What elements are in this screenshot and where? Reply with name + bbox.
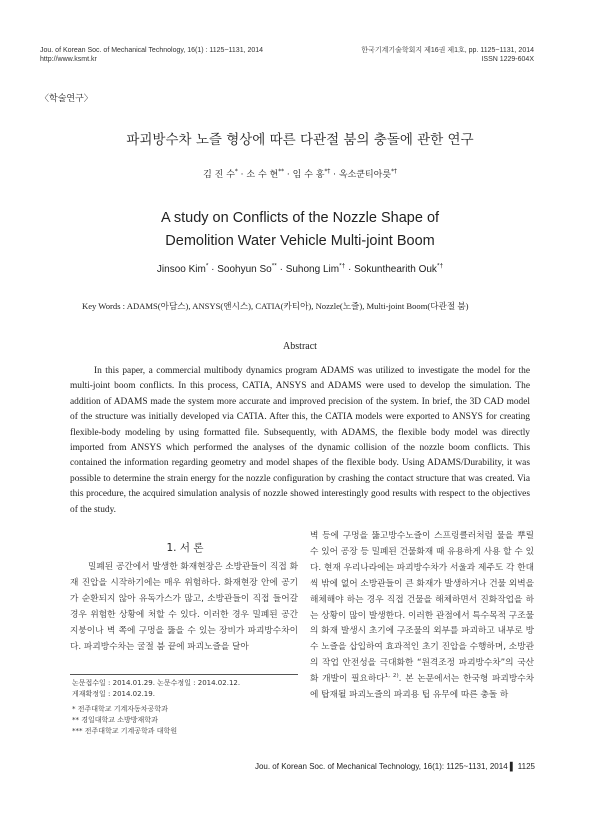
authors-korean xyxy=(0,167,600,180)
author-separator: · xyxy=(237,170,247,180)
journal-header-left xyxy=(40,46,263,64)
abstract-body: In this paper, a commercial multibody dynamics program ADAMS was utilized to investigate the model for the multi-joint boom conflicts. In this process, CATIA, ANSYS and ADAMS were used to develop the simulation. The addition of ADAMS made the system more accurate and improved precision of the system. In brief, the 3D CAD model of the structure was initially developed via CATIA. After this, the CATIA models were exported to ANSYS for creating flexible-body modeling by using formatted file. Subsequently, with ADAMS, the flexible body model was directly imported from ANSYS which performed the analyses of the dynamic collision of the nozzle boom conflicts. This contained the information regarding geometry and model shapes of the flexible body. Using ADAMS/Durability, it was possible to determine the strain energy for the nozzle configuration by crashing the contact structure that was created. Via this procedure, the acquired simulation analysis of nozzle showed interestingly good results with respect to the objectives of the study. xyxy=(70,366,530,515)
page-number: 1125 xyxy=(517,762,535,771)
author-separator: · xyxy=(345,264,355,275)
author-en-2-mark: ** xyxy=(271,262,277,270)
received-dates: 논문접수일 : 2014.01.29. 논문수정일 : 2014.02.12. xyxy=(72,679,241,687)
author-separator: · xyxy=(276,264,286,275)
article-category: 〈학술연구〉 xyxy=(40,94,93,104)
author-separator: · xyxy=(208,264,218,275)
title-english-line1: A study on Conflicts of the Nozzle Shape of xyxy=(160,210,440,226)
journal-url[interactable]: http://www.ksmt.kr xyxy=(40,56,97,63)
author-ko-2: 소 수 현 xyxy=(246,170,279,180)
author-ko-3-mark: *† xyxy=(324,169,331,175)
intro-right-text-b: . 본 논문에서는 한국형 파괴방수차에 탑재될 파괴노즐의 파괴용 팁 유무에 따른 충돌 하 xyxy=(310,674,534,701)
intro-right-text-a: 벽 등에 구멍을 뚫고방수노즐이 스프링클러처럼 물을 뿌릴 수 있어 공장 등 밀폐된 건물화재 때 유용하게 사용 할 수 있다. 현재 우리나라에는 파괴방수차가 서울과 제주도 각 한대씩 밖에 없어 소방관들이 큰 화재가 발생하거나 건물 외벽을 해체해야 하는 경우 직접 건물을 해체하면서 진화작업을 하는 상황이 많이 발생한다. 이러한 관점에서 특수목적 구조물의 화재 발생시 초기에 구조물의 외부를 파괴하고 내부로 방수 노즐을 삽입하여 효과적인 초기 진압을 수행하며, 소방관의 작업 안전성을 극대화한 “원격조정 파괴방수차”의 국산화 개발이 필요하다 xyxy=(310,531,534,685)
authors-english xyxy=(0,264,600,275)
author-ko-1-mark: * xyxy=(234,169,238,175)
author-en-4: Sokunthearith Ouk xyxy=(354,264,437,275)
citation-1-2: 1, 2) xyxy=(384,673,399,680)
journal-issn: ISSN 1229-604X xyxy=(481,56,534,63)
footnote-affiliation-2: ** 경일대학교 소방방재학과 xyxy=(72,716,158,724)
journal-citation-ko: 한국기계기술학회지 제16권 제1호, pp. 1125~1131, 2014 xyxy=(361,47,534,54)
author-separator: · xyxy=(284,170,293,180)
footer-bar: ▌ xyxy=(509,762,516,771)
title-english-line2: Demolition Water Vehicle Multi-joint Boom xyxy=(165,233,435,249)
keywords: Key Words : ADAMS(아담스), ANSYS(앤시스), CATIA(카티아), Nozzle(노즐), Multi-joint Boom(다관절 붐) xyxy=(82,301,469,311)
author-ko-3: 임 수 홍 xyxy=(292,170,325,180)
author-ko-1: 김 진 수 xyxy=(203,170,235,180)
author-en-1-mark: * xyxy=(205,262,209,270)
intro-right-column xyxy=(310,529,534,704)
author-en-2: Soohyun So xyxy=(217,264,272,275)
footnote-rule xyxy=(70,674,298,675)
section-heading-introduction: 1. 서 론 xyxy=(166,542,204,554)
journal-citation-en: Jou. of Korean Soc. of Mechanical Technology, 16(1) : 1125~1131, 2014 xyxy=(40,47,264,54)
author-en-3: Suhong Lim xyxy=(285,264,340,275)
accepted-date: 게재확정일 : 2014.02.19. xyxy=(72,690,155,698)
footnote-affiliation-1: * 전주대학교 기계자동차공학과 xyxy=(72,705,168,713)
author-ko-4-mark: *† xyxy=(391,169,397,175)
footer-citation: Jou. of Korean Soc. of Mechanical Technology, 16(1): 1125~1131, 2014 xyxy=(254,762,508,771)
footnote-affiliation-3: *** 전주대학교 기계공학과 대학원 xyxy=(72,727,178,735)
journal-header-right xyxy=(330,46,534,64)
abstract-heading: Abstract xyxy=(283,341,317,352)
page-footer xyxy=(0,762,535,771)
intro-left-column: 밀폐된 공간에서 발생한 화재현장은 소방관들이 직접 화재 진압을 시작하기에는 매우 위험하다. 화재현장 안에 공기가 순환되지 않아 유독가스가 많고, 소방관들이 직접 들어갈 경우 위험한 상황에 처할 수 있다. 이러한 경우 밀폐된 공간 지붕이나 벽 쪽에 구멍을 뚫을 수 있는 장비가 파괴방수차이다. 파괴방수차는 굴절 붐 끝에 파괴노즐을 달아 xyxy=(70,562,298,652)
author-en-1: Jinsoo Kim xyxy=(156,264,206,275)
author-separator: · xyxy=(330,170,339,180)
author-ko-4: 옥소쿤티아릇 xyxy=(338,170,392,180)
title-korean: 파괴방수차 노즐 형상에 따른 다관절 붐의 충돌에 관한 연구 xyxy=(126,132,474,148)
author-ko-2-mark: ** xyxy=(278,169,285,175)
author-en-3-mark: *† xyxy=(339,262,346,270)
title-english xyxy=(0,207,600,253)
author-en-4-mark: *† xyxy=(436,262,444,270)
